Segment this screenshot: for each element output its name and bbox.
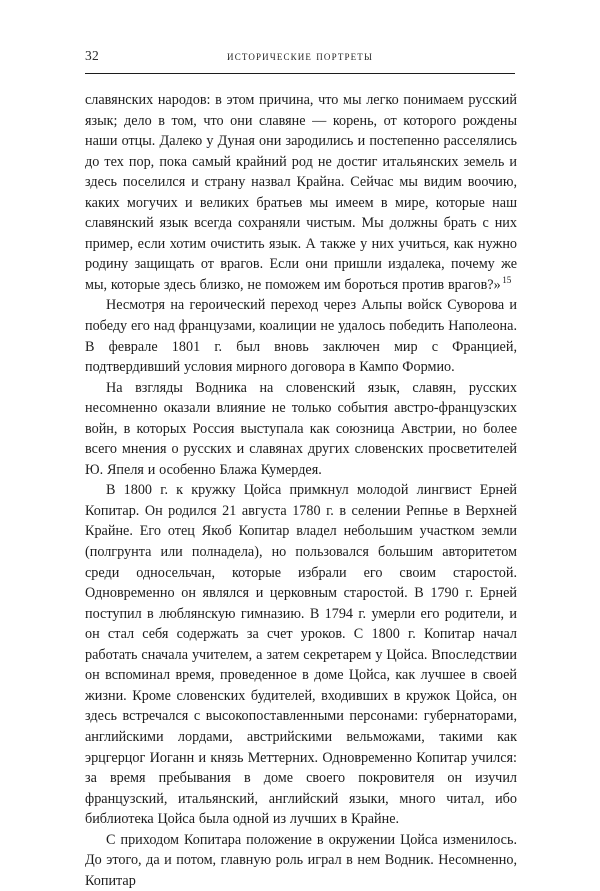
paragraph-vodnik-views: На взгляды Водника на словенский язык, славян, русских несомненно оказали влияние не только события австро-французских войн, в которых Россия выступала как союзница Австрии, но более всего мнения о русских и славянах других словенских просветителей Ю. Япеля и особенно Блажа Кумердея. bbox=[85, 379, 517, 478]
paragraph-kopitar-biography: В 1800 г. к кружку Цойса примкнул молодой лингвист Ерней Копитар. Он родился 21 августа 1780 г. в селении Репнье в Верхней Крайне. Его отец Якоб Копитар владел небольшим участком земли (полгрунта или полнадела), но пользовался большим авторитетом среди односельчан, которые избрали его своим старостой. Одновременно он являлся и церковным старостой. В 1790 г. Ерней поступил в люблянскую гимназию. В 1794 г. умерли его родители, и он стал себя содержать за счет уроков. С 1800 г. Копитар начал работать сначала учителем, а затем секретарем у Цойса. Впоследствии он вспоминал время, проведенное в доме Цойса, как лучшее в своей жизни. Кроме словенских будителей, входивших в кружок Цойса, он здесь встречался с высокопоставленными персонами: губернаторами, английскими лордами, австрийскими вельможами, такими как эрцгерцог Иоганн и князь Меттерних. Одновременно Копитар учился: за время пребывания в доме своего покровителя он изучил французский, итальянский, английский языки, много читал, ибо библиотека Цойса была одной из лучших в Крайне. bbox=[85, 482, 517, 828]
footnote-reference-marker[interactable]: 15 bbox=[502, 275, 512, 286]
paragraph-suvorov: Несмотря на героический переход через Альпы войск Суворова и победу его над французами, коалиции не удалось победить Наполеона. В феврале 1801 г. был вновь заключен мир с Францией, подтвердивший условия мирного договора в Кампо Формио. bbox=[85, 297, 517, 376]
paragraph-text: славянских народов: в этом причина, что мы легко понимаем русский язык; дело в том, что они славяне — корень, от которого рождены наши отцы. Далеко у Дуная они зародились и постепенно расселялись до тех пор, пока самый крайний род не достиг итальянских земель и здесь поселился и страну назвал Крайна. Сейчас мы видим воочию, каких могучих и великих братьев мы имеем в мире, которые наш славянский язык всегда сохраняли чистым. Мы должны брать с них пример, если хотим очистить язык. А также у них учиться, как нужно родину защищать от врагов. Если они пришли издалека, почему же мы, которые здесь близко, не поможем им бороться против врагов?» bbox=[85, 92, 517, 293]
paragraph-kopitar-arrival: С приходом Копитара положение в окружении Цойса изменилось. До этого, да и потом, главную роль играл в нем Водник. Несомненно, Копитар bbox=[85, 831, 517, 889]
running-head: исторические портреты bbox=[227, 49, 373, 63]
body-text-block bbox=[85, 90, 517, 891]
paragraph-continued bbox=[85, 90, 517, 295]
page-number: 32 bbox=[85, 48, 100, 63]
page-header bbox=[85, 46, 515, 72]
header-rule-divider bbox=[85, 73, 515, 74]
